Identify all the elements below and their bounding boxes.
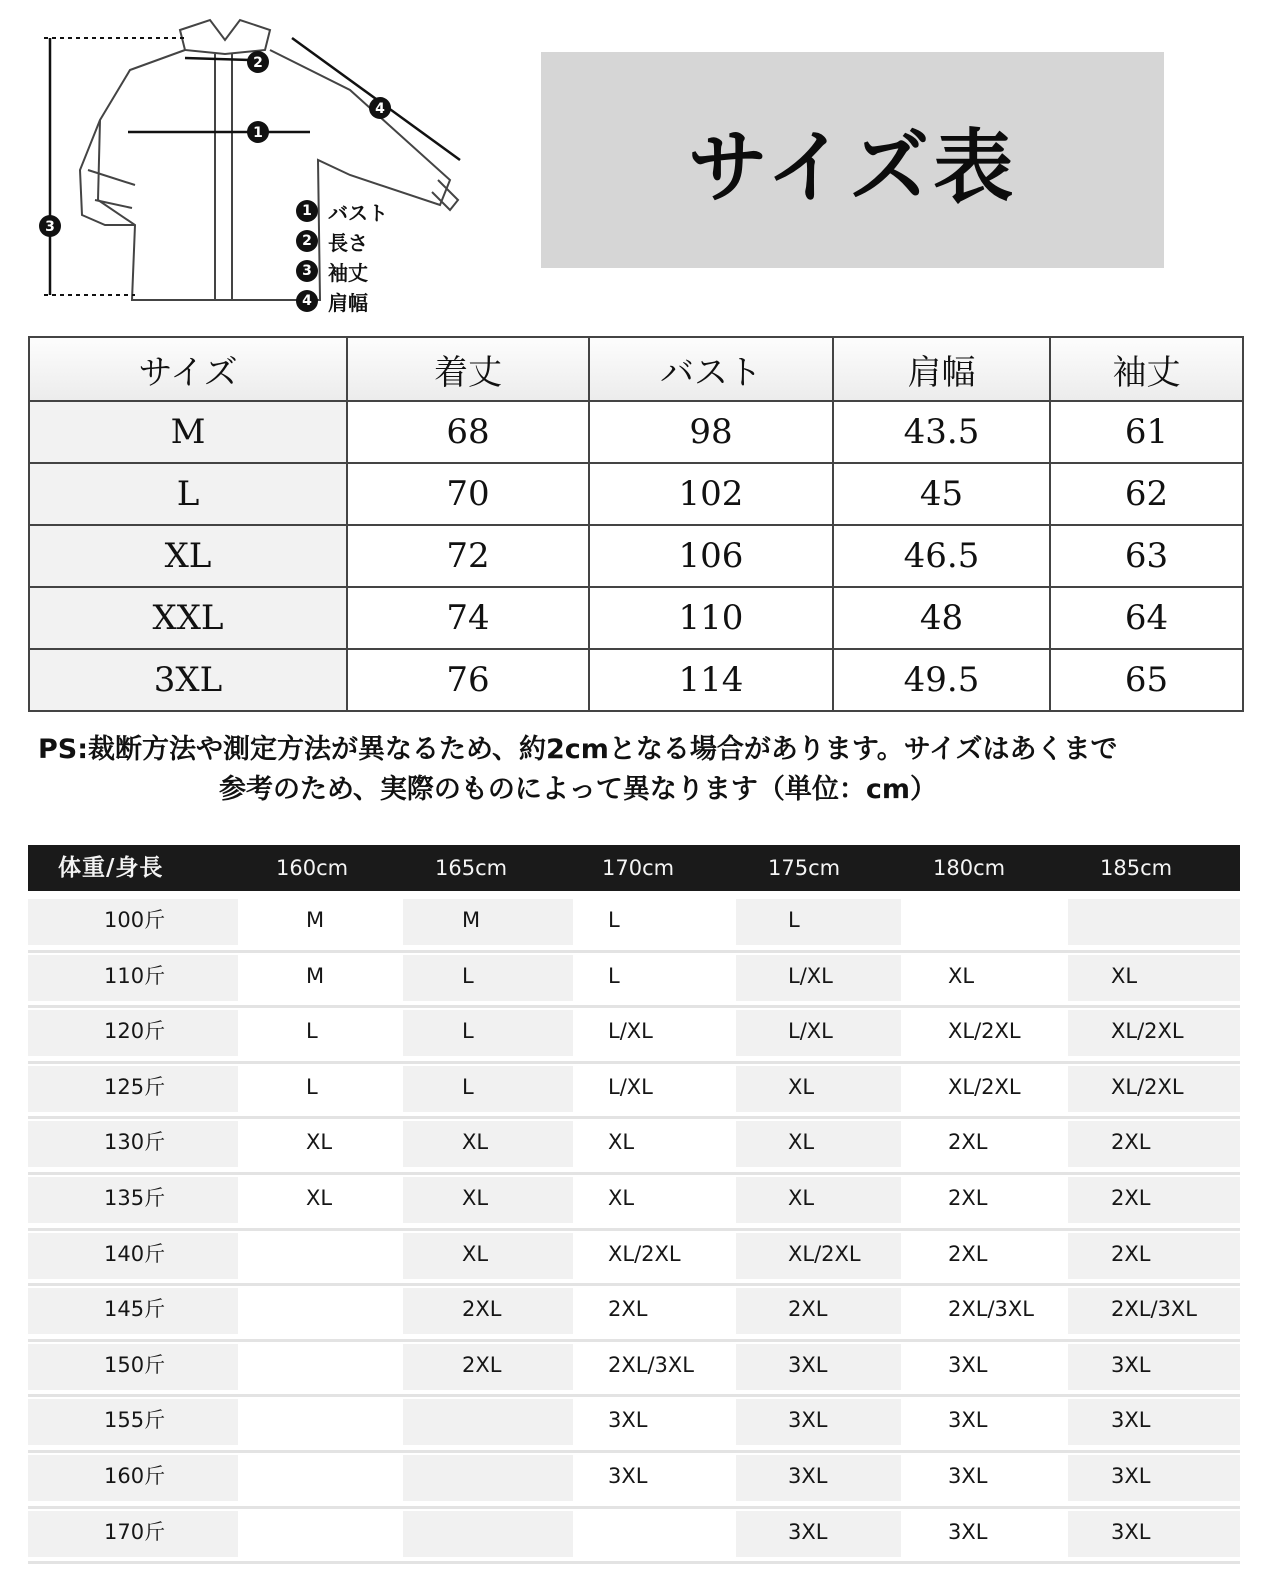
legend-number: 1 xyxy=(296,200,318,222)
size-recommendation: 2XL/3XL xyxy=(1111,1297,1197,1322)
weight-label: 140斤 xyxy=(104,1241,166,1266)
size-recommendation: XL xyxy=(788,1185,815,1210)
cell-length: 70 xyxy=(347,463,589,525)
size-recommendation: L/XL xyxy=(608,1074,653,1099)
weight-label: 150斤 xyxy=(104,1352,166,1377)
row-shading xyxy=(1068,1121,1240,1167)
cell-shoulder: 43.5 xyxy=(833,401,1050,463)
note-line-1: PS:裁断方法や測定方法が異なるため、約2cmとなる場合があります。サイズはあくまで xyxy=(38,734,1118,765)
size-recommendation: XL xyxy=(608,1130,635,1155)
legend-number: 4 xyxy=(296,290,318,312)
size-recommendation: 2XL xyxy=(1111,1241,1151,1266)
size-recommendation: 3XL xyxy=(1111,1519,1151,1544)
cell-size: XXL xyxy=(29,587,347,649)
marker-2-label: 2 xyxy=(253,55,263,71)
row-shading xyxy=(736,1177,901,1223)
size-recommendation: L xyxy=(608,963,620,988)
row-shading xyxy=(1068,955,1240,1001)
row-shading xyxy=(403,1399,573,1445)
size-table xyxy=(28,336,1244,712)
size-recommendation: 2XL/3XL xyxy=(948,1297,1034,1322)
table-row xyxy=(28,1231,1240,1287)
legend-label: バスト xyxy=(328,200,388,225)
table-row xyxy=(28,1397,1240,1453)
size-recommendation: 3XL xyxy=(788,1352,828,1377)
size-recommendation: 2XL xyxy=(788,1297,828,1322)
table-row xyxy=(29,463,1243,525)
cell-bust: 98 xyxy=(589,401,833,463)
size-recommendation: L xyxy=(788,908,800,932)
title-banner xyxy=(541,52,1164,268)
height-165: 165cm xyxy=(435,856,508,880)
row-shading xyxy=(403,955,573,1001)
cell-length: 76 xyxy=(347,649,589,711)
size-recommendation: L xyxy=(306,1074,318,1099)
size-recommendation: XL xyxy=(1111,963,1138,988)
cell-shoulder: 46.5 xyxy=(833,525,1050,587)
row-shading xyxy=(736,1066,901,1112)
header-length: 着丈 xyxy=(347,337,589,401)
size-recommendation: 3XL xyxy=(948,1519,988,1544)
size-recommendation: XL/2XL xyxy=(608,1241,681,1266)
size-recommendation: XL/2XL xyxy=(948,1019,1021,1044)
size-recommendation: 3XL xyxy=(1111,1463,1151,1488)
table-row xyxy=(28,1286,1240,1342)
table-row xyxy=(28,1509,1240,1565)
size-recommendation: XL xyxy=(788,1074,815,1099)
size-recommendation: L xyxy=(306,1019,318,1044)
row-shading xyxy=(1068,899,1240,945)
legend-item xyxy=(296,226,416,256)
table-row xyxy=(28,1453,1240,1509)
cell-bust: 106 xyxy=(589,525,833,587)
cell-size: M xyxy=(29,401,347,463)
size-recommendation: 2XL xyxy=(948,1241,988,1266)
row-shading xyxy=(403,1066,573,1112)
height-175: 175cm xyxy=(768,856,841,880)
size-recommendation: L xyxy=(462,1074,474,1099)
size-recommendation: 3XL xyxy=(608,1408,648,1433)
cell-sleeve: 61 xyxy=(1050,401,1243,463)
size-recommendation: M xyxy=(306,908,325,932)
table-row xyxy=(28,1342,1240,1398)
size-recommendation: M xyxy=(462,908,481,932)
legend-label: 長さ xyxy=(328,230,368,255)
size-recommendation: 2XL xyxy=(1111,1185,1151,1210)
marker-3-label: 3 xyxy=(45,219,55,235)
size-recommendation: 2XL xyxy=(948,1130,988,1155)
size-recommendation: XL/2XL xyxy=(788,1241,861,1266)
corner-label: 体重/身長 xyxy=(58,855,164,881)
weight-height-table xyxy=(28,897,1240,1564)
cell-bust: 102 xyxy=(589,463,833,525)
size-recommendation: 3XL xyxy=(608,1463,648,1488)
weight-label: 110斤 xyxy=(104,963,166,988)
cell-shoulder: 48 xyxy=(833,587,1050,649)
size-recommendation: 3XL xyxy=(788,1519,828,1544)
row-shading xyxy=(1068,1177,1240,1223)
cell-bust: 110 xyxy=(589,587,833,649)
legend-number: 3 xyxy=(296,260,318,282)
weight-label: 100斤 xyxy=(104,908,166,932)
size-recommendation: L xyxy=(608,908,620,932)
weight-height-header xyxy=(28,845,1240,891)
cell-shoulder: 49.5 xyxy=(833,649,1050,711)
measurement-note xyxy=(38,730,1248,810)
header-size: サイズ xyxy=(29,337,347,401)
size-recommendation: XL/2XL xyxy=(948,1074,1021,1099)
table-row xyxy=(28,1119,1240,1175)
size-recommendation: 3XL xyxy=(788,1408,828,1433)
table-row xyxy=(28,897,1240,953)
legend-item xyxy=(296,286,416,316)
size-recommendation: 3XL xyxy=(788,1463,828,1488)
cell-sleeve: 62 xyxy=(1050,463,1243,525)
size-recommendation: XL/2XL xyxy=(1111,1019,1184,1044)
size-recommendation: 2XL xyxy=(462,1352,502,1377)
cell-length: 74 xyxy=(347,587,589,649)
row-shading xyxy=(1068,1511,1240,1557)
legend-label: 肩幅 xyxy=(328,290,368,315)
page-title: サイズ表 xyxy=(687,120,1018,214)
weight-label: 130斤 xyxy=(104,1130,166,1155)
table-row xyxy=(28,1064,1240,1120)
height-170: 170cm xyxy=(602,856,675,880)
cell-sleeve: 65 xyxy=(1050,649,1243,711)
size-recommendation: XL xyxy=(306,1185,333,1210)
table-row xyxy=(29,525,1243,587)
size-recommendation: 3XL xyxy=(948,1463,988,1488)
size-recommendation: 3XL xyxy=(948,1352,988,1377)
size-recommendation: 3XL xyxy=(1111,1408,1151,1433)
size-recommendation: 3XL xyxy=(1111,1352,1151,1377)
cell-sleeve: 63 xyxy=(1050,525,1243,587)
size-recommendation: 2XL xyxy=(948,1185,988,1210)
weight-label: 135斤 xyxy=(104,1185,166,1210)
legend-item xyxy=(296,256,416,286)
cell-length: 68 xyxy=(347,401,589,463)
legend-number: 2 xyxy=(296,230,318,252)
size-recommendation: 2XL xyxy=(1111,1130,1151,1155)
weight-label: 120斤 xyxy=(104,1019,166,1044)
cell-sleeve: 64 xyxy=(1050,587,1243,649)
row-shading xyxy=(736,1121,901,1167)
size-recommendation: L/XL xyxy=(788,963,833,988)
row-shading xyxy=(1068,1455,1240,1501)
row-shading xyxy=(1068,1233,1240,1279)
row-shading xyxy=(403,1511,573,1557)
size-recommendation: XL xyxy=(948,963,975,988)
weight-label: 155斤 xyxy=(104,1408,166,1433)
size-table-header xyxy=(29,337,1243,401)
size-recommendation: XL xyxy=(788,1130,815,1155)
table-row xyxy=(29,401,1243,463)
table-row xyxy=(28,1008,1240,1064)
weight-label: 170斤 xyxy=(104,1519,166,1544)
shirt-diagram xyxy=(20,10,500,320)
row-shading xyxy=(403,1010,573,1056)
size-recommendation: XL xyxy=(306,1130,333,1155)
weight-label: 125斤 xyxy=(104,1074,166,1099)
cell-size: 3XL xyxy=(29,649,347,711)
row-shading xyxy=(403,1455,573,1501)
header-sleeve: 袖丈 xyxy=(1050,337,1243,401)
row-shading xyxy=(403,899,573,945)
table-row xyxy=(28,953,1240,1009)
header-bust: バスト xyxy=(589,337,833,401)
legend-label: 袖丈 xyxy=(328,260,368,285)
size-recommendation: XL xyxy=(608,1185,635,1210)
cell-shoulder: 45 xyxy=(833,463,1050,525)
size-recommendation: 3XL xyxy=(948,1408,988,1433)
table-row xyxy=(28,1175,1240,1231)
table-row xyxy=(29,649,1243,711)
cell-bust: 114 xyxy=(589,649,833,711)
cell-size: L xyxy=(29,463,347,525)
weight-label: 160斤 xyxy=(104,1463,166,1488)
size-recommendation: M xyxy=(306,963,325,988)
table-row xyxy=(29,587,1243,649)
legend-item xyxy=(296,196,416,226)
size-recommendation: L/XL xyxy=(608,1019,653,1044)
row-shading xyxy=(1068,1344,1240,1390)
height-185: 185cm xyxy=(1100,856,1173,880)
size-recommendation: L xyxy=(462,963,474,988)
size-recommendation: XL xyxy=(462,1130,489,1155)
size-recommendation: 2XL xyxy=(608,1297,648,1322)
cell-size: XL xyxy=(29,525,347,587)
cell-length: 72 xyxy=(347,525,589,587)
size-recommendation: 2XL xyxy=(462,1297,502,1322)
height-180: 180cm xyxy=(933,856,1006,880)
size-recommendation: L xyxy=(462,1019,474,1044)
row-shading xyxy=(736,899,901,945)
size-recommendation: XL/2XL xyxy=(1111,1074,1184,1099)
size-recommendation: L/XL xyxy=(788,1019,833,1044)
height-160: 160cm xyxy=(276,856,349,880)
size-recommendation: 2XL/3XL xyxy=(608,1352,694,1377)
note-line-2: 参考のため、実際のものによって異なります（単位：cm） xyxy=(218,774,938,805)
diagram-legend xyxy=(296,196,416,316)
size-recommendation: XL xyxy=(462,1241,489,1266)
marker-4-label: 4 xyxy=(375,101,385,117)
weight-label: 145斤 xyxy=(104,1297,166,1322)
header-shoulder: 肩幅 xyxy=(833,337,1050,401)
marker-1-label: 1 xyxy=(253,125,263,141)
row-shading xyxy=(1068,1399,1240,1445)
size-recommendation: XL xyxy=(462,1185,489,1210)
